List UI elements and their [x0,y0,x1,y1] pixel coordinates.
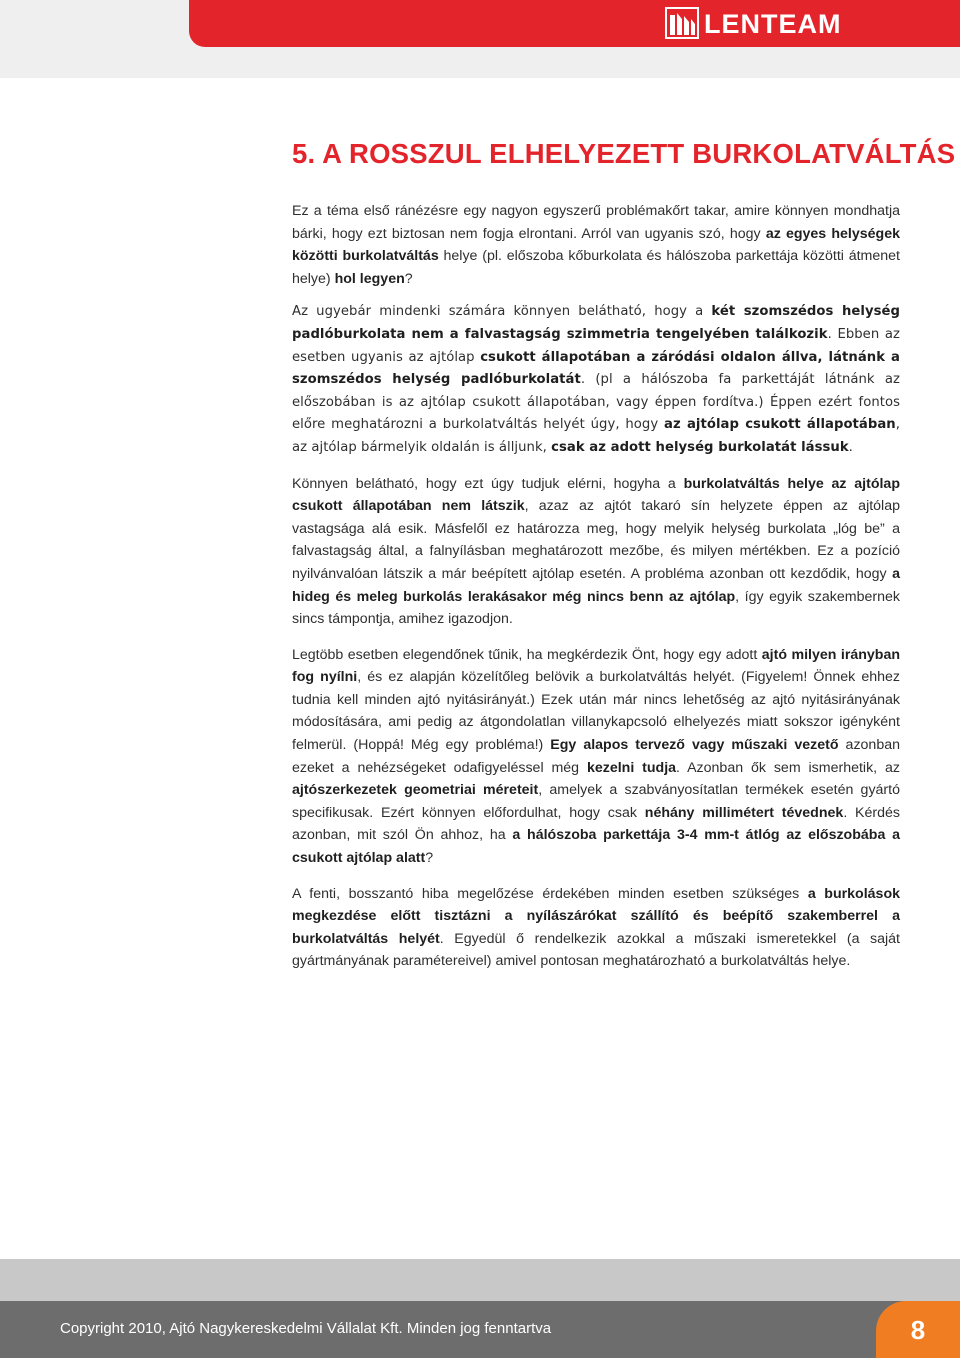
article-body [292,200,900,973]
text: , így egyik szakembernek sincs támpontja, amihez igazodjon. [292,588,900,628]
copyright-text: Copyright 2010, Ajtó Nagykereskedelmi Vállalat Kft. Minden jog fenntartva [60,1320,552,1337]
text: helye (pl. előszoba kőburkolata és hálószoba parkettája közötti átmenet helye) [292,248,900,287]
text: . Ebben az esetben ugyanis az ajtólap [292,326,900,365]
page-number: 8 [910,1315,926,1345]
text: . Kérdés azonban, mit szól Ön ahhoz, ha [292,804,901,844]
text: Legtöbb esetben elegendőnek tűnik, ha megkérdezik Önt, hogy egy adott [292,646,762,663]
header-red-banner [189,0,960,47]
footer [0,1301,960,1358]
bold-text: két szomszédos helység padlóburkolata nem a falvastagság szimmetria tengelyében találkozik [292,304,900,342]
text: Könnyen belátható, hogy ezt úgy tudjuk elérni, hogyha a [292,475,684,492]
bold-text: ajtó milyen irányban fog nyílni [292,646,901,686]
bold-text: kezelni tudja [586,759,677,776]
text: . Egyedül ő rendelkezik azokkal a műszaki ismeretekkel (a saját gyártmányának paramétereivel) amivel pontosan meghatározható a burkolatváltás helye. [292,930,900,970]
bold-text: a hálószoba parkettája 3-4 mm-t átlóg az előszobába a csukott ajtólap alatt [292,827,900,867]
bold-text: ajtószerkezetek geometriai méreteit [292,782,539,799]
bold-text: néhány millimétert tévednek [644,804,844,821]
bold-text: az egyes helységek közötti burkolatváltás [292,225,900,265]
bold-text: burkolatváltás helye az ajtólap csukott állapotában nem látszik [292,475,900,515]
text: , amelyek a szabványosítatlan termékek esetén gyártó specifikusak. Ezért könnyen előfordulhat, hogy csak [292,782,900,821]
bold-text: a hideg és meleg burkolás lerakásakor még nincs benn az ajtólap [292,565,900,605]
bold-text: a burkolások megkezdése előtt tisztázni a nyílászárókat szállító és beépítő szakemberrel a burkolatváltás helyét [292,885,900,947]
text: . Azonban ők sem ismerhetik, az [676,759,900,776]
paragraph-1 [292,200,900,290]
text: , az ajtólap bármelyik oldalán is álljunk, [292,417,900,455]
text: ? [425,850,434,867]
text: . (pl a hálószoba fa parkettáját látnánk az előszobában is az ajtólap csukott állapotában, vagy éppen fordítva.) Éppen ezért fontos előre meghatározni a burkolatváltás helyét úgy, hogy [292,372,900,433]
bold-text: Egy alapos tervező vagy műszaki vezető [550,737,839,754]
bold-text: hol legyen [334,270,405,287]
text: azonban ezeket a nehézségeket odafigyeléssel még [292,737,900,776]
text: . [848,439,853,455]
bold-text: az ajtólap csukott állapotában [664,417,896,433]
page-number-tab [876,1301,960,1358]
text: Az ugyebár mindenki számára könnyen belátható, hogy a [292,304,712,320]
text: ? [404,270,413,287]
paragraph-4 [292,644,900,870]
paragraph-2 [292,301,900,459]
bold-text: csak az adott helység burkolatát lássuk [551,439,849,455]
text: , azaz az ajtót takaró sín helyzete éppen az ajtólap vastagsága alá esik. Másfelől ez határozza meg, hogy melyik helység burkolata „lóg be” a falvastagság által, a falnyílásban meghatározott mezőbe, és milyen mértékben. Ez a pozíció nyilvánvalóan látszik a már beépített ajtólap esetén. A probléma azonban ott kezdődik, hogy [292,498,900,582]
text: Ez a téma első ránézésre egy nagyon egyszerű problémakőrt takar, amire könnyen mondhatja bárki, hogy ezt biztosan nem fogja elrontani. Arról van ugyanis szó, hogy [292,203,900,242]
logo-text: LENTEAM [704,9,842,39]
paragraph-5 [292,883,900,973]
lenteam-logo-icon [665,7,699,39]
text: A fenti, bosszantó hiba megelőzése érdekében minden esetben szükséges [292,885,808,902]
paragraph-3 [292,473,900,631]
footer-strip [0,1259,960,1301]
page-title: 5. A ROSSZUL ELHELYEZETT BURKOLATVÁLTÁS [292,138,956,169]
text: , és ez alapján közelítőleg belövik a burkolatváltás helyét. (Figyelem! Önnek ehhez tudnia kell minden ajtó nyitásirányát.) Ezek után már nincs lehetőség az ajtó nyitásirányának módosítására, ami pedig az átgondolatlan villanykapcsoló elhelyezés miatt sokszor igényként felmerül. (Hoppá! Még egy probléma!) [292,669,900,754]
bold-text: csukott állapotában a záródási oldalon állva, látnánk a szomszédos helység padlóburkolatát [292,349,900,388]
